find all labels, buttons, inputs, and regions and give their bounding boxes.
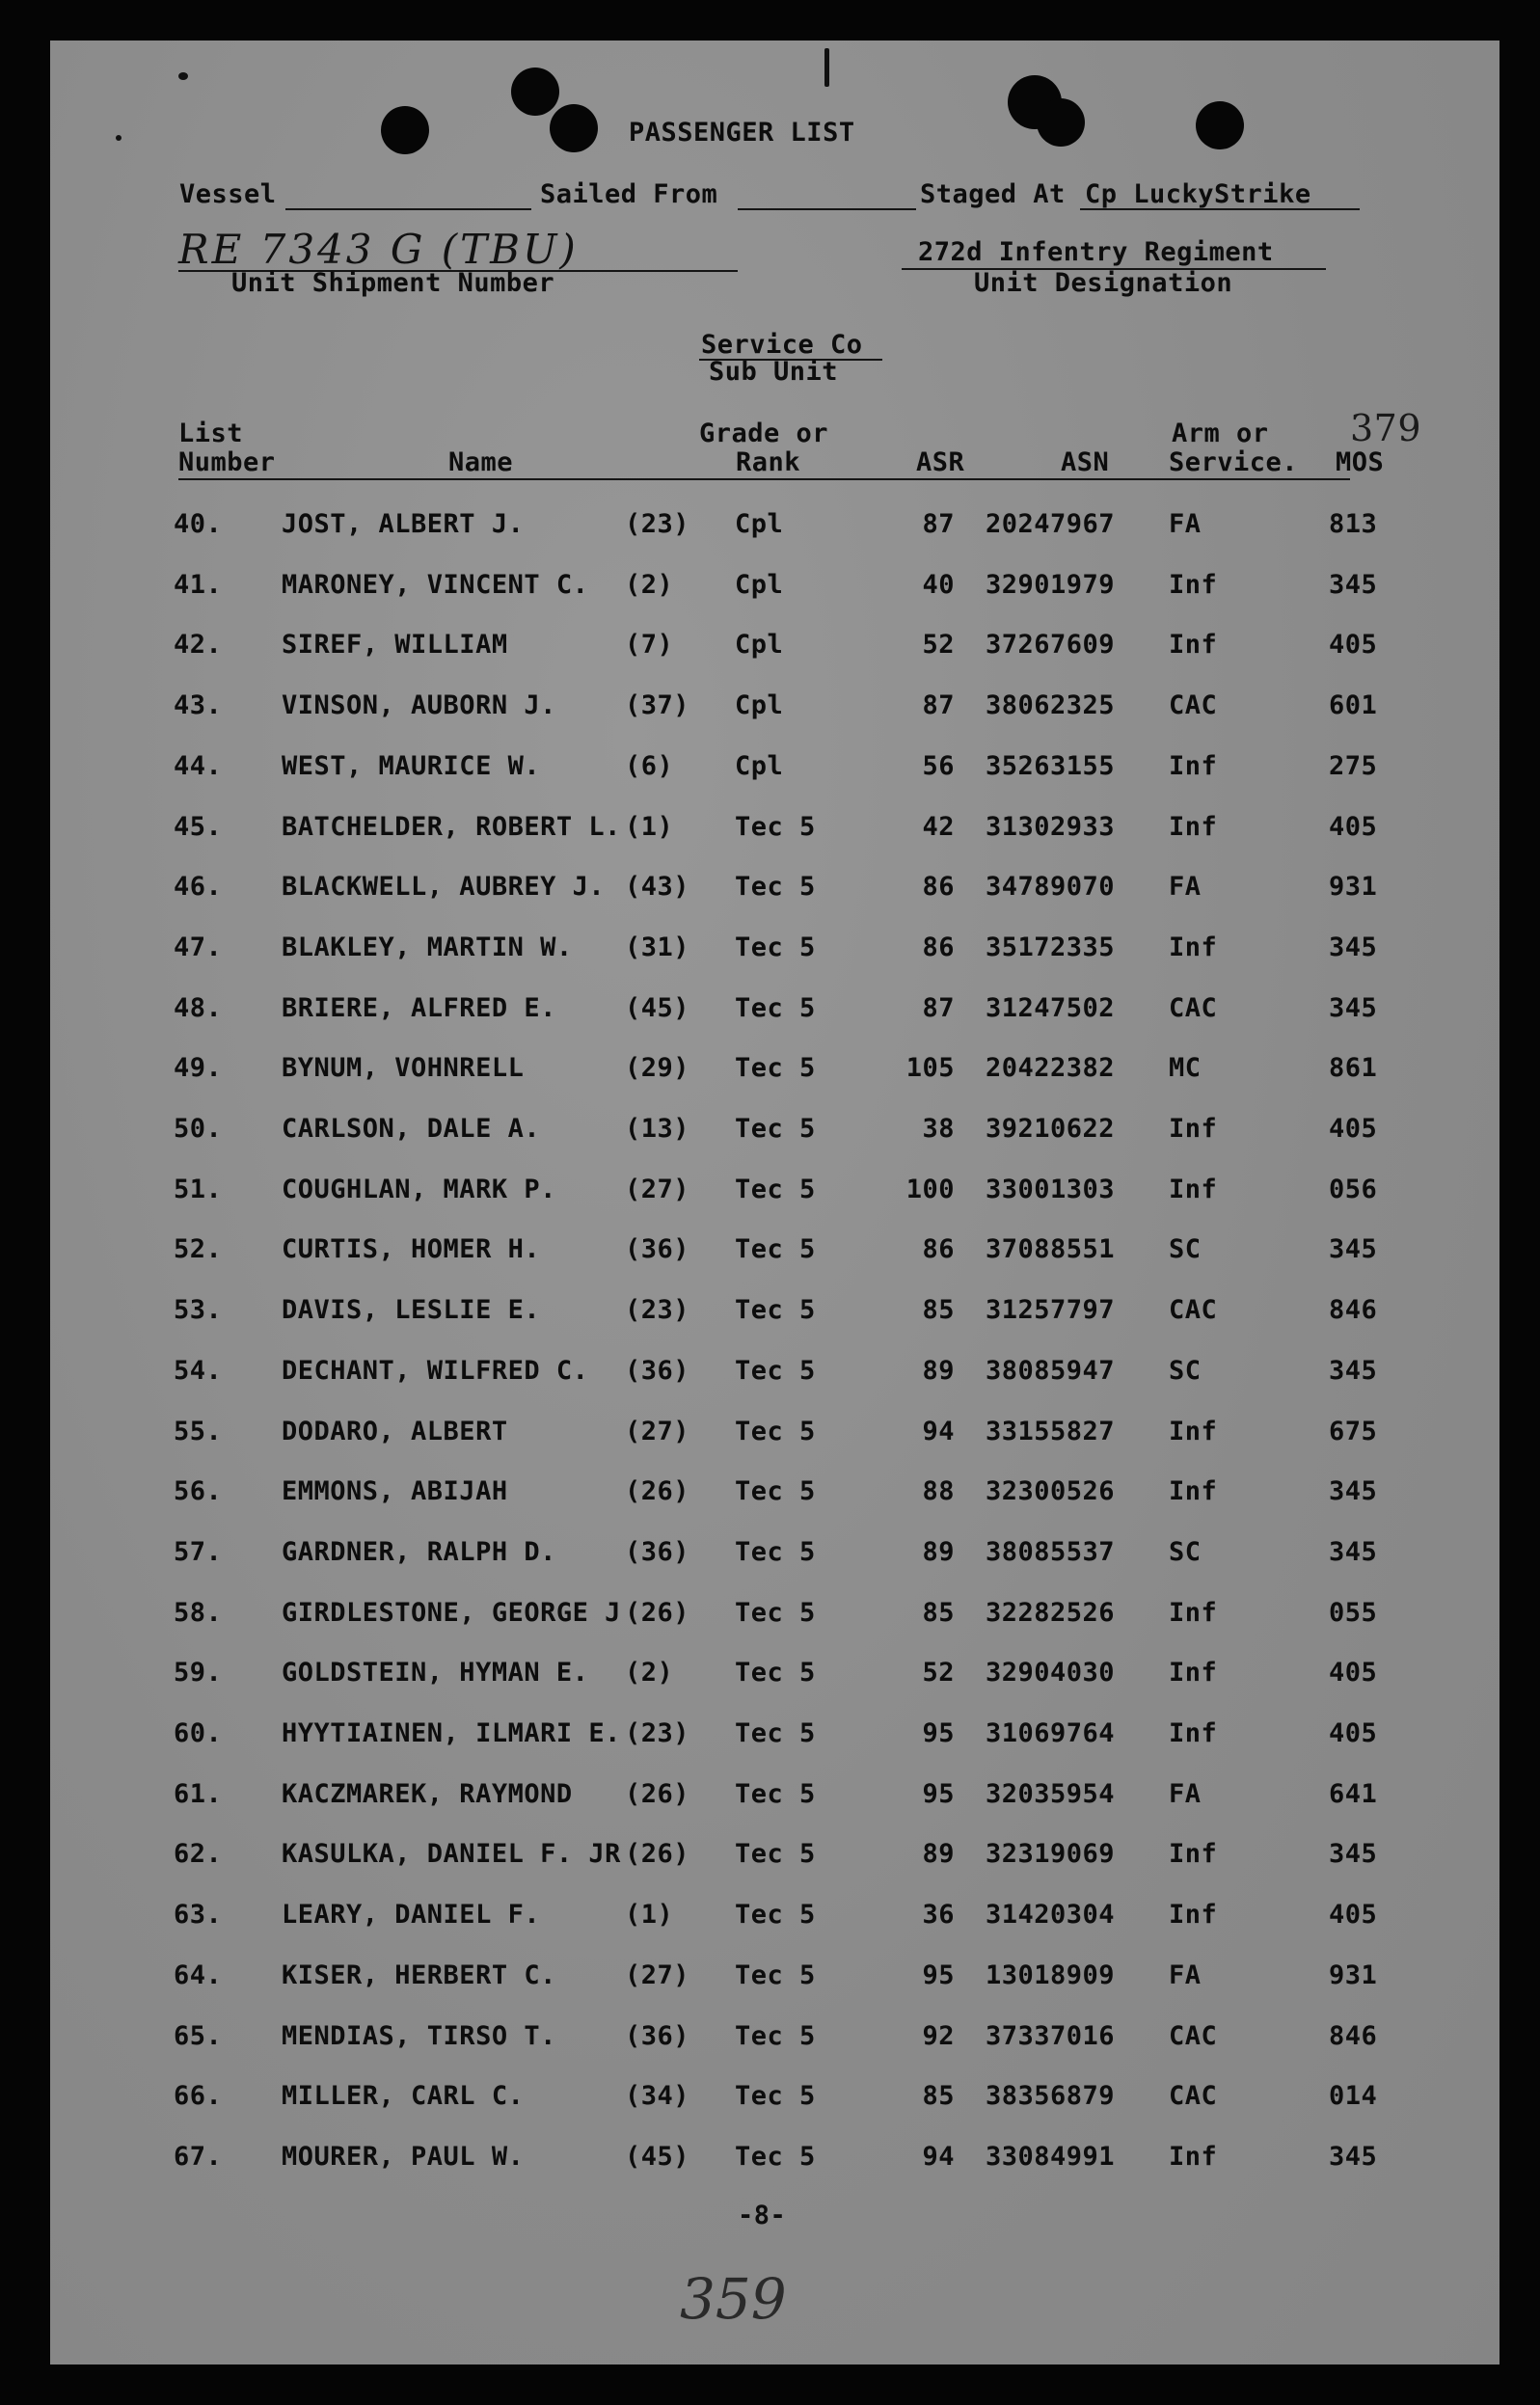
arm-service: Inf bbox=[1169, 1658, 1218, 1688]
arm-service: Inf bbox=[1169, 932, 1218, 962]
passenger-name: VINSON, AUBORN J. bbox=[282, 690, 556, 720]
grade-rank: Cpl bbox=[735, 690, 784, 720]
mos-code: 345 bbox=[1329, 993, 1378, 1023]
asr-score: 52 bbox=[922, 630, 955, 660]
table-row bbox=[0, 2081, 1540, 2120]
table-row bbox=[0, 872, 1540, 910]
code-number: (27) bbox=[625, 1175, 690, 1204]
asr-score: 105 bbox=[905, 1053, 955, 1083]
passenger-name: BATCHELDER, ROBERT L. bbox=[282, 812, 621, 842]
mos-code: 014 bbox=[1329, 2081, 1378, 2111]
asr-score: 52 bbox=[922, 1658, 955, 1688]
punch-hole bbox=[550, 104, 598, 152]
code-number: (27) bbox=[625, 1960, 690, 1990]
grade-rank: Tec 5 bbox=[735, 1537, 816, 1567]
arm-service: Inf bbox=[1169, 812, 1218, 842]
table-row bbox=[0, 690, 1540, 729]
list-number: 66. bbox=[174, 2081, 223, 2111]
table-row bbox=[0, 812, 1540, 851]
list-number: 52. bbox=[174, 1234, 223, 1264]
page-number: -8- bbox=[738, 2201, 787, 2230]
list-number: 44. bbox=[174, 751, 223, 781]
asn-number: 31069764 bbox=[986, 1718, 1116, 1748]
arm-service: CAC bbox=[1169, 1295, 1218, 1325]
table-row bbox=[0, 1295, 1540, 1334]
list-number: 49. bbox=[174, 1053, 223, 1083]
grade-rank: Tec 5 bbox=[735, 1417, 816, 1446]
arm-service: Inf bbox=[1169, 751, 1218, 781]
arm-service: Inf bbox=[1169, 1476, 1218, 1506]
passenger-name: MOURER, PAUL W. bbox=[282, 2142, 525, 2172]
list-number: 63. bbox=[174, 1900, 223, 1930]
code-number: (23) bbox=[625, 509, 690, 539]
table-row bbox=[0, 751, 1540, 790]
list-number: 61. bbox=[174, 1779, 223, 1809]
passenger-name: DECHANT, WILFRED C. bbox=[282, 1356, 589, 1386]
arm-service: FA bbox=[1169, 1960, 1202, 1990]
asr-score: 87 bbox=[922, 509, 955, 539]
list-number: 47. bbox=[174, 932, 223, 962]
list-number: 60. bbox=[174, 1718, 223, 1748]
code-number: (1) bbox=[625, 1900, 674, 1930]
arm-service: SC bbox=[1169, 1234, 1202, 1264]
grade-rank: Tec 5 bbox=[735, 1658, 816, 1688]
asn-number: 37267609 bbox=[986, 630, 1116, 660]
list-number: 43. bbox=[174, 690, 223, 720]
unit-designation-label: Unit Designation bbox=[974, 268, 1233, 298]
mos-code: 275 bbox=[1329, 751, 1378, 781]
arm-service: Inf bbox=[1169, 1175, 1218, 1204]
asr-score: 87 bbox=[922, 993, 955, 1023]
list-number: 53. bbox=[174, 1295, 223, 1325]
code-number: (36) bbox=[625, 2021, 690, 2051]
table-row bbox=[0, 1234, 1540, 1273]
sailed-from-underline bbox=[738, 208, 916, 210]
ink-speck bbox=[824, 48, 829, 87]
asr-score: 94 bbox=[922, 2142, 955, 2172]
table-row bbox=[0, 1960, 1540, 1999]
list-number: 42. bbox=[174, 630, 223, 660]
grade-rank: Cpl bbox=[735, 509, 784, 539]
passenger-name: EMMONS, ABIJAH bbox=[282, 1476, 508, 1506]
code-number: (37) bbox=[625, 690, 690, 720]
vessel-underline bbox=[285, 208, 531, 210]
mos-code: 846 bbox=[1329, 1295, 1378, 1325]
sub-unit-value: Service Co bbox=[701, 330, 863, 360]
asn-number: 32300526 bbox=[986, 1476, 1116, 1506]
grade-rank: Tec 5 bbox=[735, 1476, 816, 1506]
arm-service: SC bbox=[1169, 1537, 1202, 1567]
passenger-name: GIRDLESTONE, GEORGE J bbox=[282, 1598, 621, 1628]
code-number: (2) bbox=[625, 1658, 674, 1688]
code-number: (1) bbox=[625, 812, 674, 842]
asr-score: 92 bbox=[922, 2021, 955, 2051]
grade-rank: Cpl bbox=[735, 751, 784, 781]
asr-score: 87 bbox=[922, 690, 955, 720]
col-asn: ASN bbox=[1061, 447, 1110, 477]
asn-number: 20247967 bbox=[986, 509, 1116, 539]
ink-speck bbox=[178, 72, 188, 80]
grade-rank: Tec 5 bbox=[735, 2142, 816, 2172]
passenger-name: WEST, MAURICE W. bbox=[282, 751, 541, 781]
passenger-name: KACZMAREK, RAYMOND bbox=[282, 1779, 573, 1809]
mos-code: 675 bbox=[1329, 1417, 1378, 1446]
table-row bbox=[0, 1114, 1540, 1152]
unit-designation-value: 272d Infentry Regiment bbox=[918, 237, 1274, 267]
arm-service: SC bbox=[1169, 1356, 1202, 1386]
mos-code: 345 bbox=[1329, 1356, 1378, 1386]
grade-rank: Tec 5 bbox=[735, 1598, 816, 1628]
arm-service: CAC bbox=[1169, 2081, 1218, 2111]
asn-number: 35172335 bbox=[986, 932, 1116, 962]
asr-score: 88 bbox=[922, 1476, 955, 1506]
code-number: (26) bbox=[625, 1839, 690, 1869]
arm-service: CAC bbox=[1169, 690, 1218, 720]
passenger-name: CARLSON, DALE A. bbox=[282, 1114, 541, 1144]
grade-rank: Tec 5 bbox=[735, 1960, 816, 1990]
list-number: 45. bbox=[174, 812, 223, 842]
col-asr: ASR bbox=[916, 447, 965, 477]
passenger-name: BLACKWELL, AUBREY J. bbox=[282, 872, 606, 902]
code-number: (43) bbox=[625, 872, 690, 902]
list-number: 40. bbox=[174, 509, 223, 539]
code-number: (26) bbox=[625, 1476, 690, 1506]
asn-number: 38062325 bbox=[986, 690, 1116, 720]
code-number: (31) bbox=[625, 932, 690, 962]
punch-hole bbox=[511, 68, 559, 116]
passenger-name: BYNUM, VOHNRELL bbox=[282, 1053, 525, 1083]
grade-rank: Tec 5 bbox=[735, 2081, 816, 2111]
punch-hole bbox=[381, 106, 429, 154]
asn-number: 32282526 bbox=[986, 1598, 1116, 1628]
asr-score: 89 bbox=[922, 1537, 955, 1567]
code-number: (36) bbox=[625, 1234, 690, 1264]
asr-score: 85 bbox=[922, 1295, 955, 1325]
unit-shipment-label: Unit Shipment Number bbox=[231, 268, 555, 298]
code-number: (13) bbox=[625, 1114, 690, 1144]
mos-code: 405 bbox=[1329, 1658, 1378, 1688]
asr-score: 85 bbox=[922, 1598, 955, 1628]
punch-hole bbox=[1037, 98, 1085, 147]
arm-service: Inf bbox=[1169, 1114, 1218, 1144]
arm-service: CAC bbox=[1169, 993, 1218, 1023]
table-row bbox=[0, 993, 1540, 1032]
code-number: (29) bbox=[625, 1053, 690, 1083]
table-row bbox=[0, 1356, 1540, 1394]
asn-number: 33084991 bbox=[986, 2142, 1116, 2172]
asr-score: 86 bbox=[922, 1234, 955, 1264]
grade-rank: Tec 5 bbox=[735, 1053, 816, 1083]
table-row bbox=[0, 1718, 1540, 1757]
list-number: 46. bbox=[174, 872, 223, 902]
table-row bbox=[0, 1900, 1540, 1938]
passenger-name: DAVIS, LESLIE E. bbox=[282, 1295, 541, 1325]
passenger-name: HYYTIAINEN, ILMARI E. bbox=[282, 1718, 621, 1748]
grade-rank: Cpl bbox=[735, 630, 784, 660]
sailed-from-label: Sailed From bbox=[540, 179, 718, 209]
arm-service: FA bbox=[1169, 872, 1202, 902]
shipment-number-handwritten: RE 7343 G (TBU) bbox=[178, 226, 579, 273]
col-list: List bbox=[178, 419, 244, 448]
passenger-name: MILLER, CARL C. bbox=[282, 2081, 525, 2111]
mos-code: 405 bbox=[1329, 812, 1378, 842]
arm-service: Inf bbox=[1169, 1839, 1218, 1869]
col-grade-or: Grade or bbox=[699, 419, 829, 448]
arm-service: Inf bbox=[1169, 1598, 1218, 1628]
list-number: 50. bbox=[174, 1114, 223, 1144]
table-row bbox=[0, 932, 1540, 971]
asn-number: 20422382 bbox=[986, 1053, 1116, 1083]
passenger-name: BLAKLEY, MARTIN W. bbox=[282, 932, 573, 962]
table-row bbox=[0, 1537, 1540, 1576]
col-rank: Rank bbox=[736, 447, 801, 477]
asr-score: 94 bbox=[922, 1417, 955, 1446]
grade-rank: Tec 5 bbox=[735, 1114, 816, 1144]
code-number: (36) bbox=[625, 1356, 690, 1386]
asr-score: 36 bbox=[922, 1900, 955, 1930]
arm-service: Inf bbox=[1169, 1900, 1218, 1930]
list-number: 64. bbox=[174, 1960, 223, 1990]
asn-number: 31302933 bbox=[986, 812, 1116, 842]
col-name: Name bbox=[448, 447, 514, 477]
list-number: 67. bbox=[174, 2142, 223, 2172]
grade-rank: Tec 5 bbox=[735, 872, 816, 902]
ink-speck bbox=[116, 135, 122, 141]
passenger-name: KISER, HERBERT C. bbox=[282, 1960, 556, 1990]
asn-number: 32319069 bbox=[986, 1839, 1116, 1869]
table-row bbox=[0, 2142, 1540, 2180]
table-row bbox=[0, 1476, 1540, 1515]
code-number: (2) bbox=[625, 570, 674, 600]
list-number: 58. bbox=[174, 1598, 223, 1628]
asr-score: 40 bbox=[922, 570, 955, 600]
table-row bbox=[0, 1417, 1540, 1455]
grade-rank: Tec 5 bbox=[735, 932, 816, 962]
page-title: PASSENGER LIST bbox=[629, 118, 855, 148]
handwritten-number: 359 bbox=[680, 2266, 787, 2332]
code-number: (27) bbox=[625, 1417, 690, 1446]
mos-code: 931 bbox=[1329, 872, 1378, 902]
list-number: 65. bbox=[174, 2021, 223, 2051]
table-row bbox=[0, 1658, 1540, 1696]
asn-number: 38085947 bbox=[986, 1356, 1116, 1386]
table-row bbox=[0, 1598, 1540, 1636]
arm-service: Inf bbox=[1169, 630, 1218, 660]
grade-rank: Tec 5 bbox=[735, 1234, 816, 1264]
arm-service: Inf bbox=[1169, 570, 1218, 600]
mos-code: 405 bbox=[1329, 1718, 1378, 1748]
code-number: (23) bbox=[625, 1295, 690, 1325]
list-number: 51. bbox=[174, 1175, 223, 1204]
grade-rank: Cpl bbox=[735, 570, 784, 600]
asn-number: 34789070 bbox=[986, 872, 1116, 902]
table-row bbox=[0, 2021, 1540, 2060]
passenger-name: BRIERE, ALFRED E. bbox=[282, 993, 556, 1023]
col-number: Number bbox=[178, 447, 276, 477]
asn-number: 33001303 bbox=[986, 1175, 1116, 1204]
asn-number: 31247502 bbox=[986, 993, 1116, 1023]
code-number: (7) bbox=[625, 630, 674, 660]
code-number: (36) bbox=[625, 1537, 690, 1567]
grade-rank: Tec 5 bbox=[735, 1839, 816, 1869]
table-row bbox=[0, 1839, 1540, 1878]
table-row bbox=[0, 630, 1540, 668]
passenger-name: DODARO, ALBERT bbox=[282, 1417, 508, 1446]
col-mos: MOS bbox=[1336, 447, 1385, 477]
mos-code: 345 bbox=[1329, 570, 1378, 600]
staged-at-value: Cp LuckyStrike bbox=[1085, 179, 1311, 209]
asr-score: 89 bbox=[922, 1356, 955, 1386]
passenger-name: JOST, ALBERT J. bbox=[282, 509, 525, 539]
list-number: 48. bbox=[174, 993, 223, 1023]
mos-code: 055 bbox=[1329, 1598, 1378, 1628]
asr-score: 89 bbox=[922, 1839, 955, 1869]
mos-code: 641 bbox=[1329, 1779, 1378, 1809]
arm-service: Inf bbox=[1169, 1417, 1218, 1446]
header-underline bbox=[178, 478, 1350, 480]
asr-score: 86 bbox=[922, 872, 955, 902]
mos-code: 601 bbox=[1329, 690, 1378, 720]
mos-code: 861 bbox=[1329, 1053, 1378, 1083]
col-arm-or: Arm or bbox=[1172, 419, 1269, 448]
sub-unit-label: Sub Unit bbox=[709, 357, 839, 387]
asr-score: 86 bbox=[922, 932, 955, 962]
asn-number: 38085537 bbox=[986, 1537, 1116, 1567]
punch-hole bbox=[1196, 101, 1244, 149]
table-row bbox=[0, 1053, 1540, 1092]
asn-number: 37337016 bbox=[986, 2021, 1116, 2051]
passenger-name: SIREF, WILLIAM bbox=[282, 630, 508, 660]
asr-score: 38 bbox=[922, 1114, 955, 1144]
mos-code: 405 bbox=[1329, 630, 1378, 660]
grade-rank: Tec 5 bbox=[735, 993, 816, 1023]
asn-number: 38356879 bbox=[986, 2081, 1116, 2111]
mos-code: 813 bbox=[1329, 509, 1378, 539]
mos-code: 846 bbox=[1329, 2021, 1378, 2051]
asr-score: 85 bbox=[922, 2081, 955, 2111]
mos-code: 345 bbox=[1329, 1476, 1378, 1506]
code-number: (45) bbox=[625, 993, 690, 1023]
list-number: 41. bbox=[174, 570, 223, 600]
table-row bbox=[0, 1175, 1540, 1213]
asr-score: 95 bbox=[922, 1960, 955, 1990]
passenger-name: MARONEY, VINCENT C. bbox=[282, 570, 589, 600]
grade-rank: Tec 5 bbox=[735, 2021, 816, 2051]
passenger-name: GOLDSTEIN, HYMAN E. bbox=[282, 1658, 589, 1688]
code-number: (45) bbox=[625, 2142, 690, 2172]
list-number: 54. bbox=[174, 1356, 223, 1386]
asr-score: 95 bbox=[922, 1718, 955, 1748]
mos-code: 405 bbox=[1329, 1114, 1378, 1144]
grade-rank: Tec 5 bbox=[735, 1900, 816, 1930]
asn-number: 33155827 bbox=[986, 1417, 1116, 1446]
mos-code: 345 bbox=[1329, 2142, 1378, 2172]
asr-score: 42 bbox=[922, 812, 955, 842]
asr-score: 56 bbox=[922, 751, 955, 781]
table-row bbox=[0, 1779, 1540, 1818]
asn-number: 32901979 bbox=[986, 570, 1116, 600]
asn-number: 31257797 bbox=[986, 1295, 1116, 1325]
grade-rank: Tec 5 bbox=[735, 1175, 816, 1204]
grade-rank: Tec 5 bbox=[735, 1295, 816, 1325]
mos-code: 056 bbox=[1329, 1175, 1378, 1204]
list-number: 56. bbox=[174, 1476, 223, 1506]
passenger-name: KASULKA, DANIEL F. JR bbox=[282, 1839, 621, 1869]
mos-code: 345 bbox=[1329, 1234, 1378, 1264]
mos-code: 405 bbox=[1329, 1900, 1378, 1930]
asr-score: 100 bbox=[905, 1175, 955, 1204]
mos-code: 931 bbox=[1329, 1960, 1378, 1990]
list-number: 57. bbox=[174, 1537, 223, 1567]
asn-number: 39210622 bbox=[986, 1114, 1116, 1144]
list-number: 62. bbox=[174, 1839, 223, 1869]
passenger-name: LEARY, DANIEL F. bbox=[282, 1900, 541, 1930]
mos-code: 345 bbox=[1329, 1839, 1378, 1869]
staged-at-underline bbox=[1080, 208, 1360, 210]
passenger-name: MENDIAS, TIRSO T. bbox=[282, 2021, 556, 2051]
code-number: (26) bbox=[625, 1598, 690, 1628]
mos-code: 345 bbox=[1329, 932, 1378, 962]
asn-number: 35263155 bbox=[986, 751, 1116, 781]
passenger-name: GARDNER, RALPH D. bbox=[282, 1537, 556, 1567]
table-row bbox=[0, 509, 1540, 548]
asn-number: 37088551 bbox=[986, 1234, 1116, 1264]
grade-rank: Tec 5 bbox=[735, 1356, 816, 1386]
staged-at-label: Staged At bbox=[920, 179, 1066, 209]
code-number: (26) bbox=[625, 1779, 690, 1809]
list-number: 55. bbox=[174, 1417, 223, 1446]
arm-service: CAC bbox=[1169, 2021, 1218, 2051]
vessel-label: Vessel bbox=[179, 179, 277, 209]
grade-rank: Tec 5 bbox=[735, 1718, 816, 1748]
table-row bbox=[0, 570, 1540, 608]
passenger-name: COUGHLAN, MARK P. bbox=[282, 1175, 556, 1204]
asn-number: 31420304 bbox=[986, 1900, 1116, 1930]
code-number: (6) bbox=[625, 751, 674, 781]
page-stamp-number: 379 bbox=[1350, 407, 1422, 449]
asn-number: 32035954 bbox=[986, 1779, 1116, 1809]
list-number: 59. bbox=[174, 1658, 223, 1688]
arm-service: MC bbox=[1169, 1053, 1202, 1083]
code-number: (34) bbox=[625, 2081, 690, 2111]
grade-rank: Tec 5 bbox=[735, 1779, 816, 1809]
arm-service: Inf bbox=[1169, 2142, 1218, 2172]
asr-score: 95 bbox=[922, 1779, 955, 1809]
passenger-name: CURTIS, HOMER H. bbox=[282, 1234, 541, 1264]
asn-number: 32904030 bbox=[986, 1658, 1116, 1688]
col-service: Service. bbox=[1169, 447, 1299, 477]
arm-service: FA bbox=[1169, 509, 1202, 539]
mos-code: 345 bbox=[1329, 1537, 1378, 1567]
asn-number: 13018909 bbox=[986, 1960, 1116, 1990]
arm-service: FA bbox=[1169, 1779, 1202, 1809]
arm-service: Inf bbox=[1169, 1718, 1218, 1748]
code-number: (23) bbox=[625, 1718, 690, 1748]
grade-rank: Tec 5 bbox=[735, 812, 816, 842]
